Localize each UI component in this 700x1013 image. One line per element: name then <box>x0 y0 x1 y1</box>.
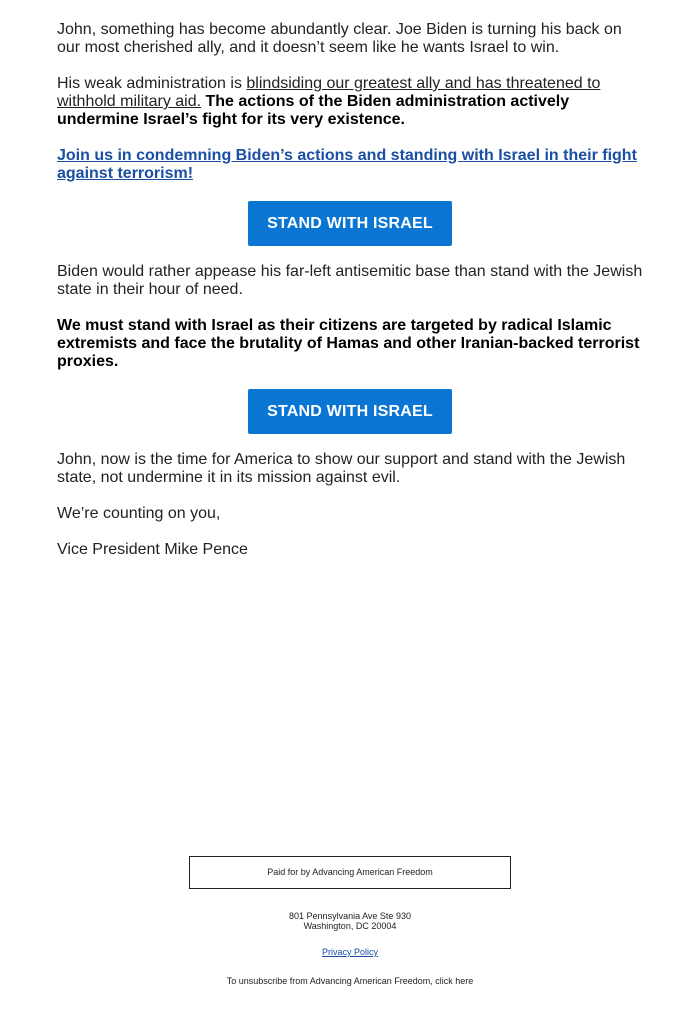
address-line-2: Washington, DC 20004 <box>303 921 397 931</box>
stand-with-israel-paragraph: We must stand with Israel as their citizens are targeted by radical Islamic extremists and face the brutality of Hamas and other Iranian-backed terrorist proxies. <box>57 317 640 370</box>
paid-for-disclaimer: Paid for by Advancing American Freedom <box>189 856 511 889</box>
stand-with-israel-button-1[interactable]: STAND WITH ISRAEL <box>248 201 452 246</box>
privacy-policy-row <box>0 947 700 957</box>
military-aid-link[interactable]: blindsiding our greatest ally and has threatened to withhold military aid. <box>57 75 601 110</box>
administration-paragraph-prefix: His weak administration is <box>57 75 247 92</box>
administration-paragraph <box>57 75 647 129</box>
email-body <box>57 21 647 559</box>
privacy-policy-link[interactable]: Privacy Policy <box>321 947 378 957</box>
signoff: We’re counting on you, <box>57 505 221 522</box>
condemn-biden-link[interactable]: Join us in condemning Biden’s actions and standing with Israel in their fight against terrorism! <box>57 147 637 182</box>
email-footer <box>0 856 700 986</box>
administration-bold-text: The actions of the Biden administration actively undermine Israel’s fight for its very existence. <box>57 93 570 128</box>
appease-paragraph: Biden would rather appease his far-left antisemitic base than stand with the Jewish state in their hour of need. <box>57 263 643 298</box>
mailing-address <box>0 911 700 931</box>
support-paragraph: John, now is the time for America to show our support and stand with the Jewish state, not undermine it in its mission against evil. <box>57 451 626 486</box>
unsubscribe-text[interactable]: To unsubscribe from Advancing American Freedom, click here <box>226 976 474 986</box>
signature: Vice President Mike Pence <box>57 541 248 558</box>
intro-paragraph: John, something has become abundantly clear. Joe Biden is turning his back on our most cherished ally, and it doesn’t seem like he wants Israel to win. <box>57 21 622 56</box>
stand-with-israel-button-2[interactable]: STAND WITH ISRAEL <box>248 389 452 434</box>
address-line-1: 801 Pennsylvania Ave Ste 930 <box>289 911 411 921</box>
